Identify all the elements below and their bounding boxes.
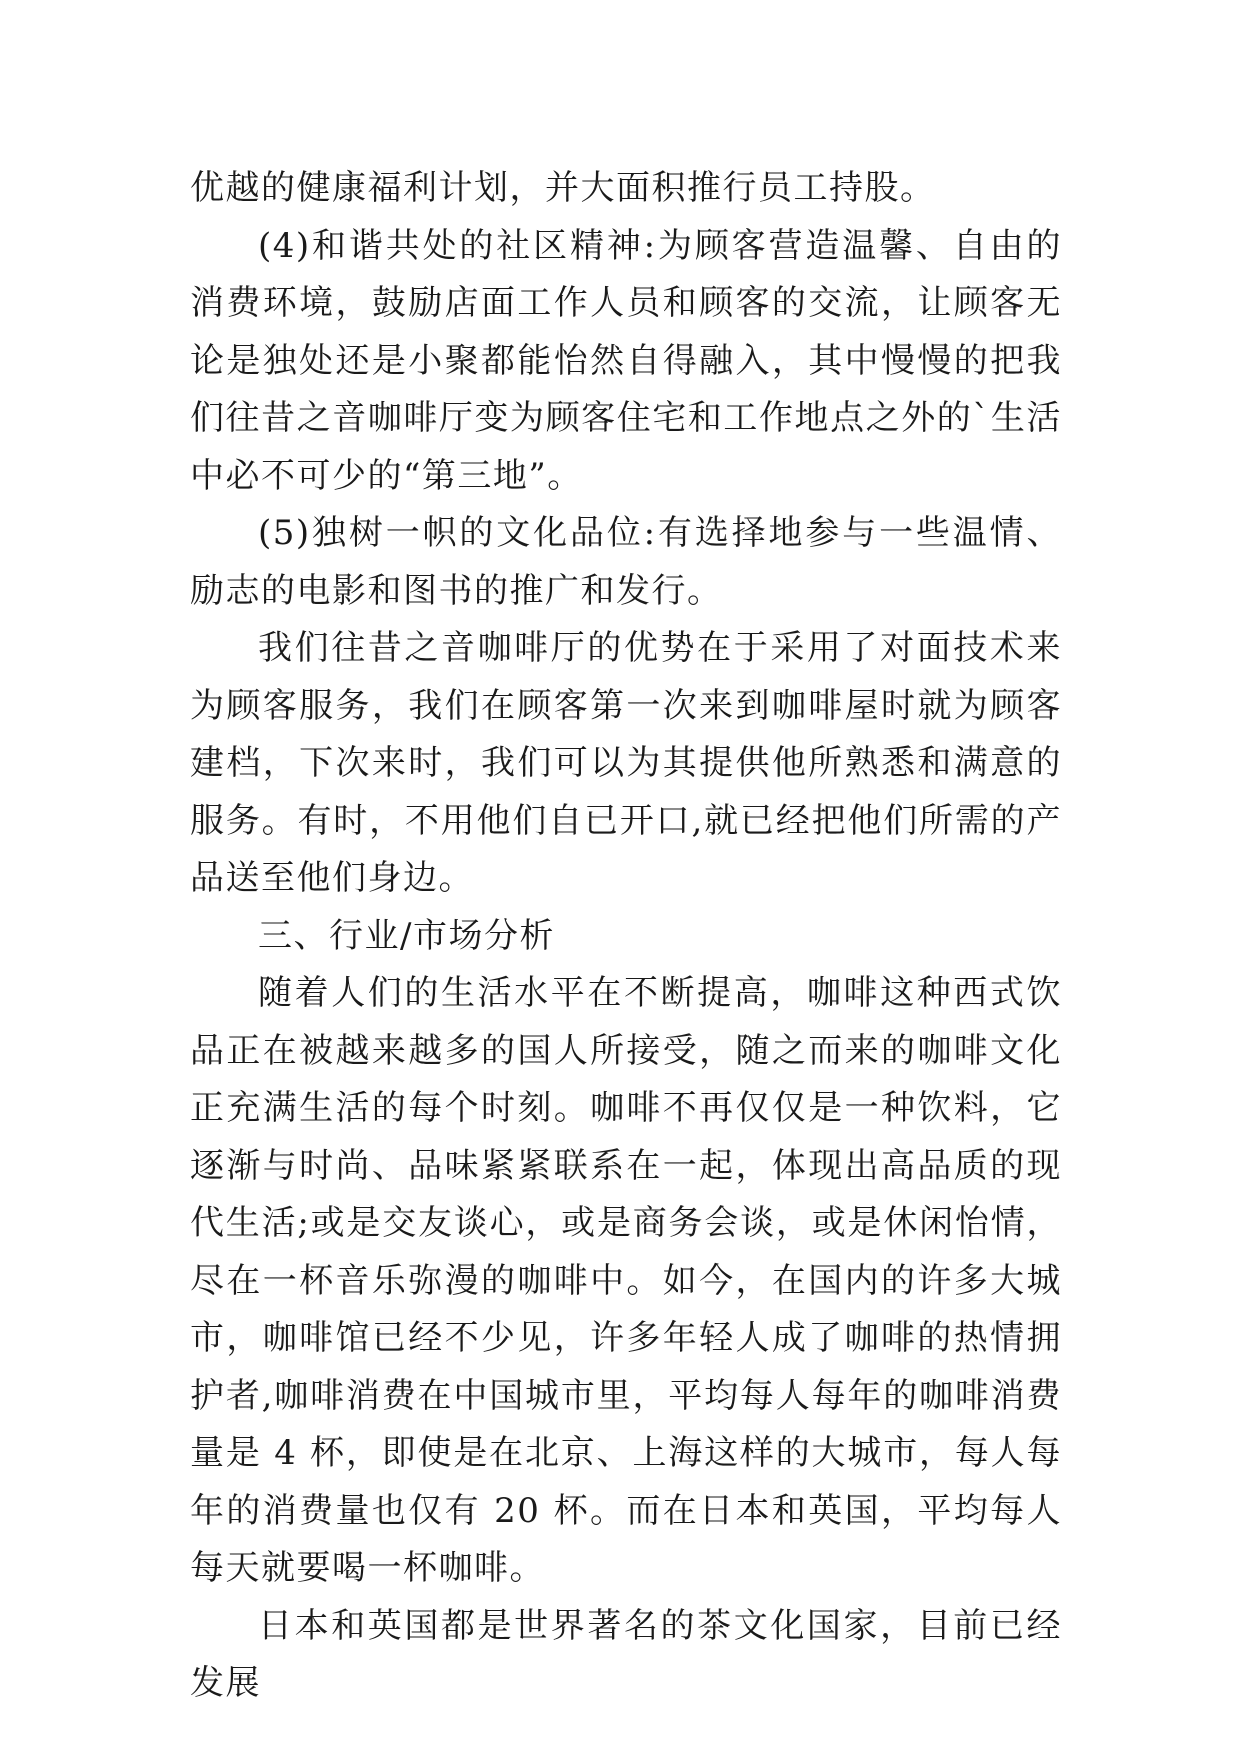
paragraph-continuation: 优越的健康福利计划，并大面积推行员工持股。 [190,168,936,208]
paragraph-advantage: 我们往昔之音咖啡厅的优势在于采用了对面技术来为顾客服务，我们在顾客第一次来到咖啡屋时就为顾客建档，下次来时，我们可以为其提供他所熟悉和满意的服务。有时，不用他们自已开口,就已经把他们所需的产品送至他们身边。 [190,628,1062,898]
document-body [190,160,1062,1713]
section-heading-industry-market: 三、行业/市场分析 [258,915,555,956]
paragraph-community-spirit: (4)和谐共处的社区精神:为顾客营造温馨、自由的消费环境，鼓励店面工作人员和顾客的交流，让顾客无论是独处还是小聚都能怡然自得融入，其中慢慢的把我们往昔之音咖啡厅变为顾客住宅和工作地点之外的`生活中必不可少的“第三地”。 [190,225,1062,496]
paragraph-market-analysis: 随着人们的生活水平在不断提高，咖啡这种西式饮品正在被越来越多的国人所接受，随之而来的咖啡文化正充满生活的每个时刻。咖啡不再仅仅是一种饮料，它逐渐与时尚、品味紧紧联系在一起，体现出高品质的现代生活;或是交友谈心，或是商务会谈，或是休闲怡情，尽在一杯音乐弥漫的咖啡中。如今，在国内的许多大城市，咖啡馆已经不少见，许多年轻人成了咖啡的热情拥护者,咖啡消费在中国城市里，平均每人每年的咖啡消费量是 4 杯，即使是在北京、上海这样的大城市，每人每年的消费量也仅有 20 杯。而在日本和英国，平均每人每天就要喝一杯咖啡。 [190,973,1062,1588]
paragraph-japan-uk: 日本和英国都是世界著名的茶文化国家，目前已经发展 [190,1605,1062,1703]
paragraph-cultural-taste: (5)独树一帜的文化品位:有选择地参与一些温情、励志的电影和图书的推广和发行。 [190,513,1062,611]
